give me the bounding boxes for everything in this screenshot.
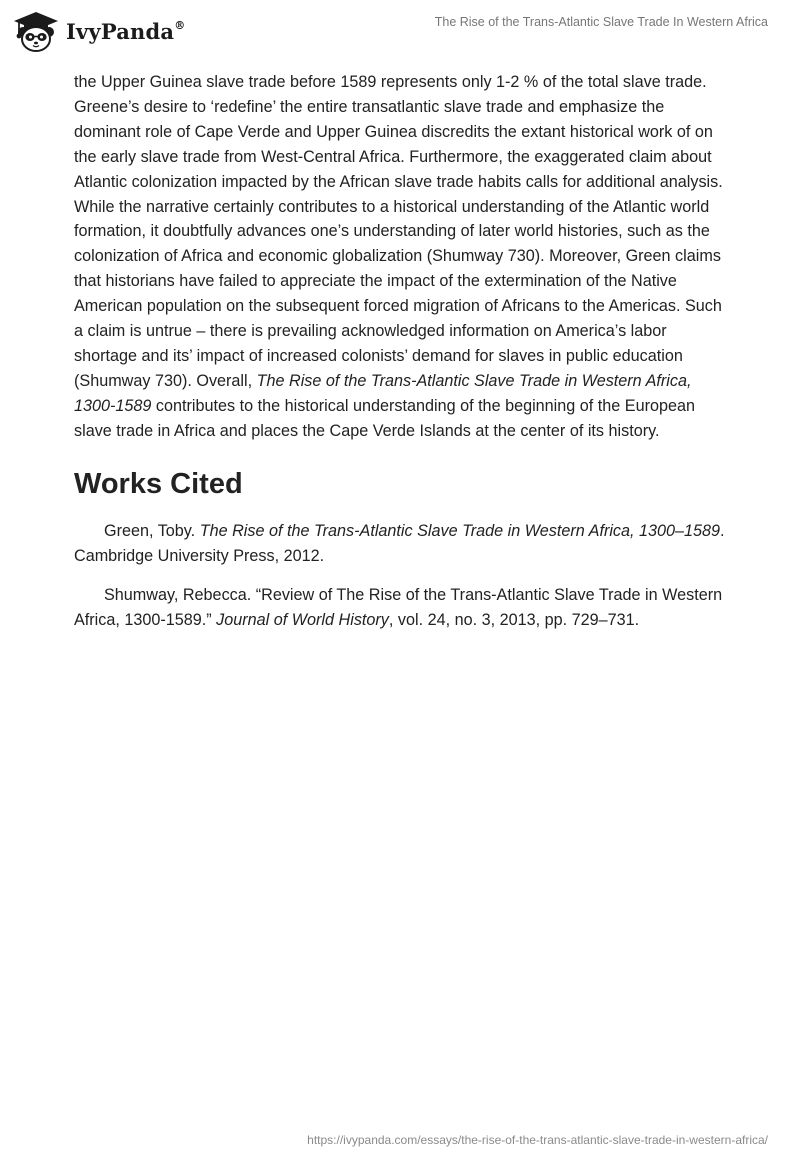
source-url-link[interactable]: https://ivypanda.com/essays/the-rise-of-the-trans-atlantic-slave-trade-in-western-africa/: [307, 1133, 768, 1147]
book-title-italic: The Rise of the Trans-Atlantic Slave Trade in Western Africa, 1300-1589: [74, 371, 692, 415]
panda-graduate-icon: [12, 10, 60, 52]
body-paragraph: the Upper Guinea slave trade before 1589 represents only 1-2 % of the total slave trade. Greene’s desire to ‘redefine’ the entire transatlantic slave trade and emphasize the dominant role of Cape Verde and Upper Guinea discredits the extant historical work of on the early slave trade from West-Central Africa. Furthermore, the exaggerated claim about Atlantic colonization impacted by the African slave trade habits calls for additional analysis. While the narrative certainly contributes to a historical understanding of the Atlantic world formation, it doubtfully advances one’s understanding of later world histories, such as the colonization of Africa and economic globalization (Shumway 730). Moreover, Green claims that historians have failed to appreciate the impact of the extermination of the Native American population on the subsequent forced migration of Africans to the Americas. Such a claim is untrue – there is prevailing acknowledged information on America’s labor shortage and its’ impact of increased colonists’ demand for slaves in public education (Shumway 730). Overall, The Rise of the Trans-Atlantic Slave Trade in Western Africa, 1300-1589 contributes to the historical understanding of the beginning of the European slave trade in Africa and places the Cape Verde Islands at the center of its history.: [74, 73, 723, 440]
logo-wordmark: IvyPanda®: [66, 18, 186, 44]
citation-entry: Shumway, Rebecca. “Review of The Rise of the Trans-Atlantic Slave Trade in Western Africa, 1300-1589.” Journal of World History, vol. 24, no. 3, 2013, pp. 729–731.: [74, 586, 723, 630]
works-cited-heading: Works Cited: [74, 467, 243, 500]
registered-mark: ®: [174, 18, 186, 32]
citation-entry: Green, Toby. The Rise of the Trans-Atlantic Slave Trade in Western Africa, 1300–1589. Cambridge University Press, 2012.: [74, 521, 725, 565]
document-title: The Rise of the Trans-Atlantic Slave Trade In Western Africa: [434, 15, 768, 29]
page-header: [0, 0, 800, 64]
essay-content: [74, 70, 734, 648]
ivypanda-logo[interactable]: [12, 10, 185, 52]
